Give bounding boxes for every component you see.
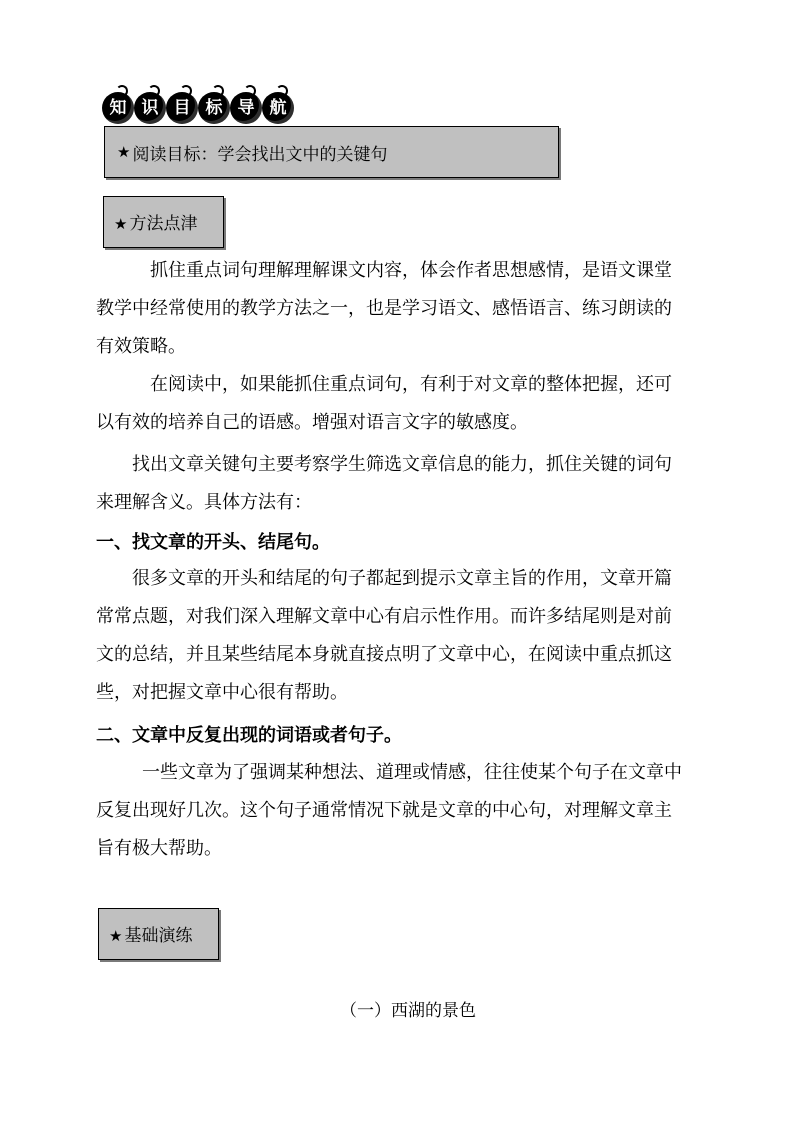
paragraph-3 [96, 446, 706, 522]
badge-char: 知 [102, 92, 134, 124]
paragraph-4 [96, 560, 706, 712]
heading-1: 一、找文章的开头、结尾句。 [96, 532, 330, 553]
paragraph-1 [96, 252, 706, 366]
star-icon: ★ [109, 927, 123, 945]
section-title: （一）西湖的景色 [340, 1001, 476, 1021]
text-line: 文的总结，并且某些结尾本身就直接点明了文章中心，在阅读中重点抓这 [96, 644, 672, 665]
text-line: 些，对把握文章中心很有帮助。 [96, 682, 348, 703]
badge-char: 识 [134, 92, 166, 124]
practice-box-text: 基础演练 [124, 926, 193, 946]
text-line: 来理解含义。具体方法有： [96, 492, 312, 513]
header-badges [102, 88, 294, 124]
text-line: 反复出现好几次。这个句子通常情况下就是文章的中心句，对理解文章主 [96, 800, 672, 821]
text-line: 有效策略。 [96, 336, 186, 357]
text-line: 旨有极大帮助。 [96, 838, 222, 859]
text-line: 找出文章关键句主要考察学生筛选文章信息的能力，抓住关键的词句 [132, 454, 672, 475]
text-line: 以有效的培养自己的语感。增强对语言文字的敏感度。 [96, 412, 528, 433]
badge-char: 目 [166, 92, 198, 124]
paragraph-2 [96, 366, 706, 442]
text-line: 在阅读中，如果能抓住重点词句，有利于对文章的整体把握，还可 [150, 374, 672, 395]
heading-2: 二、文章中反复出现的词语或者句子。 [96, 725, 402, 746]
text-line: 一些文章为了强调某种想法、道理或情感，往往使某个句子在文章中 [142, 762, 682, 783]
star-icon: ★ [114, 215, 128, 233]
method-box-text: 方法点津 [129, 214, 198, 234]
text-line: 很多文章的开头和结尾的句子都起到提示文章主旨的作用，文章开篇 [132, 568, 672, 589]
reading-goal-box [104, 126, 559, 178]
badge-char: 导 [230, 92, 262, 124]
badge-char: 标 [198, 92, 230, 124]
paragraph-5 [96, 754, 706, 868]
star-icon: ★ [117, 143, 131, 161]
text-line: 常常点题，对我们深入理解文章中心有启示性作用。而许多结尾则是对前 [96, 606, 672, 627]
reading-goal-text: 阅读目标：学会找出文中的关键句 [132, 144, 388, 165]
text-line: 教学中经常使用的教学方法之一，也是学习语文、感悟语言、练习朗读的 [96, 298, 672, 319]
method-box [103, 196, 224, 248]
badge-char: 航 [262, 92, 294, 124]
practice-box [98, 908, 219, 960]
text-line: 抓住重点词句理解理解课文内容，体会作者思想感情，是语文课堂 [150, 260, 672, 281]
